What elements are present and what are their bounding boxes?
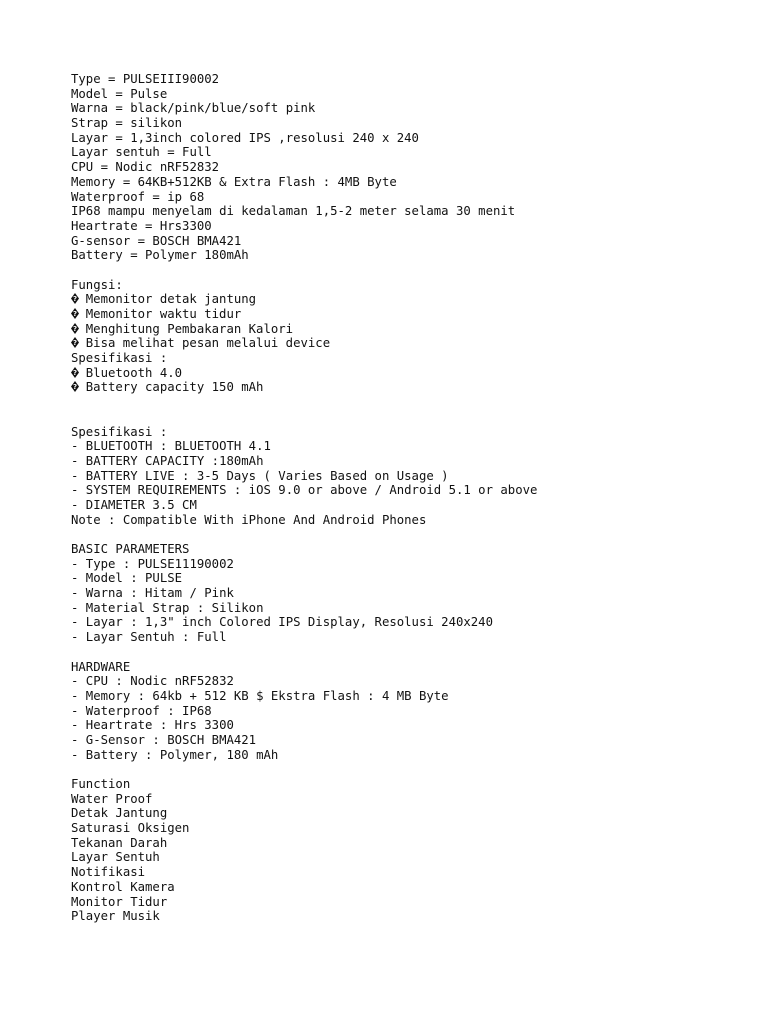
function-item: Player Musik (71, 909, 160, 924)
blank-line (71, 645, 751, 660)
spec-line: - BATTERY CAPACITY :180mAh (71, 453, 264, 468)
blank-line (71, 527, 751, 542)
function-item: Layar Sentuh (71, 850, 160, 865)
blank-line (71, 395, 751, 410)
document-page (71, 72, 751, 924)
blank-line (71, 762, 751, 777)
spec-line: - BLUETOOTH : BLUETOOTH 4.1 (71, 439, 271, 454)
spec-line: Layar sentuh = Full (71, 145, 212, 160)
spec-line: Heartrate = Hrs3300 (71, 218, 212, 233)
bullet-item (71, 380, 751, 395)
spec-line: - Memory : 64kb + 512 KB $ Ekstra Flash : 4 MB Byte (71, 688, 449, 703)
spec-line: - DIAMETER 3.5 CM (71, 497, 197, 512)
bullet-item (71, 322, 751, 337)
spec-line: Type = PULSEIII90002 (71, 72, 220, 86)
spec-line: Warna = black/pink/blue/soft pink (71, 101, 316, 116)
replacement-character-icon (71, 323, 78, 334)
spesifikasi-long-block (71, 425, 751, 528)
spec-line: Waterproof = ip 68 (71, 189, 205, 204)
basic-parameters-block (71, 542, 751, 645)
compatibility-note: Note : Compatible With iPhone And Android Phones (71, 512, 427, 527)
replacement-character-icon (71, 367, 78, 378)
spesifikasi-short-block (71, 351, 751, 395)
replacement-character-icon (71, 293, 78, 304)
spec-line: - Battery : Polymer, 180 mAh (71, 747, 279, 762)
spec-line: - Layar : 1,3" inch Colored IPS Display, Resolusi 240x240 (71, 615, 493, 630)
hardware-block (71, 660, 751, 763)
bullet-item-text: Bluetooth 4.0 (85, 365, 183, 380)
spec-line: - Material Strap : Silikon (71, 600, 264, 615)
bullet-item-text: Memonitor waktu tidur (85, 307, 242, 321)
bullet-item (71, 307, 751, 322)
function-item: Monitor Tidur (71, 894, 168, 909)
section-heading: Function (71, 777, 131, 791)
svg-text:?: ? (72, 339, 78, 348)
spec-line: G-sensor = BOSCH BMA421 (71, 233, 242, 248)
spec-line: Layar = 1,3inch colored IPS ,resolusi 240 x 240 (71, 130, 419, 145)
section-heading: BASIC PARAMETERS (71, 542, 190, 556)
spec-line: - CPU : Nodic nRF52832 (71, 674, 234, 689)
function-item: Notifikasi (71, 865, 146, 880)
blank-line (71, 410, 751, 425)
spec-line: Strap = silikon (71, 116, 183, 131)
bullet-item-text: Battery capacity 150 mAh (85, 380, 264, 395)
section-heading: Fungsi: (71, 277, 123, 292)
svg-text:?: ? (72, 310, 78, 319)
spec-line: - BATTERY LIVE : 3-5 Days ( Varies Based on Usage ) (71, 468, 449, 483)
bullet-item-text: Memonitor detak jantung (85, 292, 257, 307)
section-heading: HARDWARE (71, 659, 131, 674)
replacement-character-icon (71, 337, 78, 348)
spec-line: IP68 mampu menyelam di kedalaman 1,5-2 meter selama 30 menit (71, 204, 516, 219)
specs-main-block (71, 72, 751, 263)
spec-line: - Model : PULSE (71, 571, 183, 586)
function-item: Saturasi Oksigen (71, 821, 190, 836)
spec-line: - Layar Sentuh : Full (71, 630, 227, 645)
svg-text:?: ? (72, 295, 78, 304)
bullet-item (71, 292, 751, 307)
spec-line: - Warna : Hitam / Pink (71, 586, 234, 601)
blank-line (71, 263, 751, 278)
bullet-item-text: Bisa melihat pesan melalui device (85, 336, 331, 351)
spec-line: - G-Sensor : BOSCH BMA421 (71, 732, 257, 747)
function-item: Tekanan Darah (71, 835, 168, 850)
spec-line: Model = Pulse (71, 86, 168, 101)
function-item: Water Proof (71, 791, 153, 806)
spec-line: Memory = 64KB+512KB & Extra Flash : 4MB Byte (71, 174, 397, 189)
svg-text:?: ? (72, 324, 78, 333)
spec-line: - SYSTEM REQUIREMENTS : iOS 9.0 or above / Android 5.1 or above (71, 483, 538, 498)
replacement-character-icon (71, 308, 78, 319)
fungsi-block (71, 278, 751, 351)
spec-line: - Type : PULSE11190002 (71, 556, 234, 571)
svg-text:?: ? (72, 368, 78, 377)
svg-text:?: ? (72, 383, 78, 392)
replacement-character-icon (71, 381, 78, 392)
spec-line: CPU = Nodic nRF52832 (71, 160, 220, 175)
section-heading: Spesifikasi : (71, 424, 168, 439)
spec-line: - Waterproof : IP68 (71, 703, 212, 718)
function-item: Kontrol Kamera (71, 879, 175, 894)
spec-line: Battery = Polymer 180mAh (71, 248, 249, 263)
section-heading: Spesifikasi : (71, 351, 168, 366)
bullet-item-text: Menghitung Pembakaran Kalori (85, 321, 294, 336)
function-block (71, 777, 751, 924)
bullet-item (71, 366, 751, 381)
bullet-item (71, 336, 751, 351)
function-item: Detak Jantung (71, 806, 168, 821)
spec-line: - Heartrate : Hrs 3300 (71, 718, 234, 733)
